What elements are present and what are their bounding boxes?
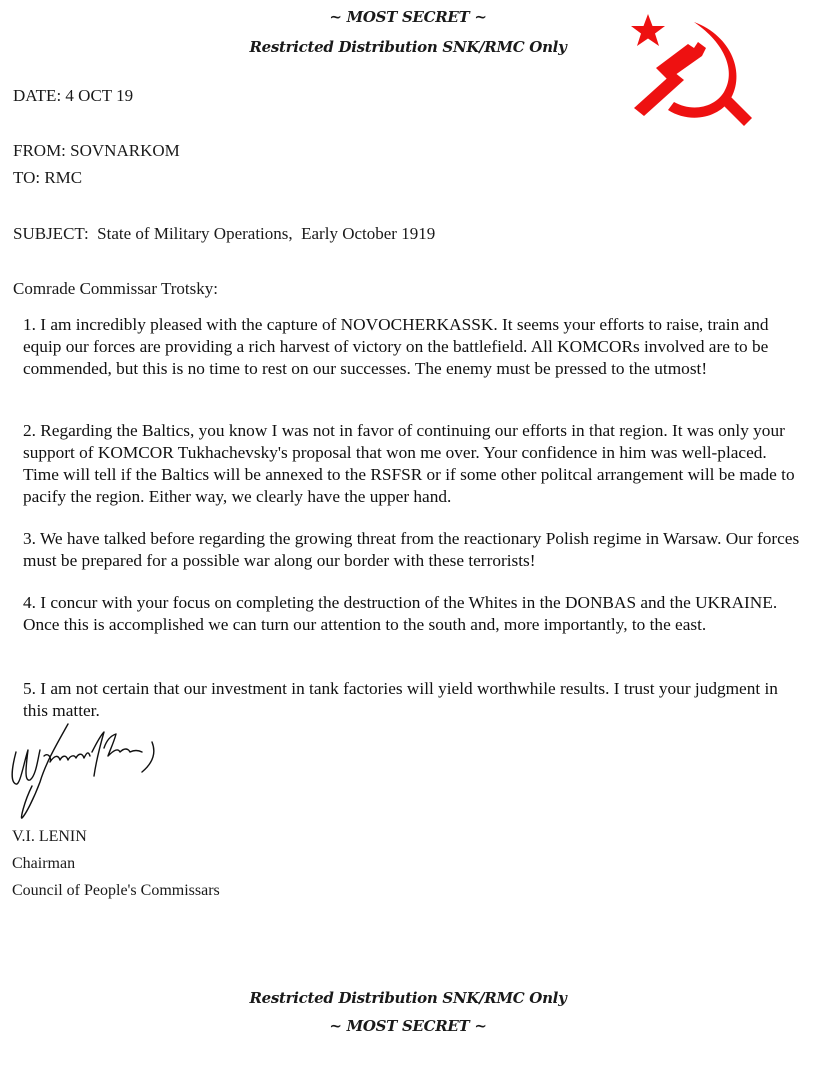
memo-date: [13, 86, 133, 106]
date-label: DATE:: [13, 86, 62, 105]
signer-title: Chairman: [12, 855, 76, 872]
signer-name: V.I. LENIN: [12, 828, 87, 845]
salutation: Comrade Commissar Trotsky:: [13, 279, 218, 298]
paragraph-1: 1. I am incredibly pleased with the capture of NOVOCHERKASSK. It seems your efforts to raise, train and equip our forces are providing a rich harvest of victory on the battlefield. All KOMCORs involved are to be commended, but this is no time to rest on our successes. The enemy must be pressed to the utmost!: [23, 315, 769, 378]
from-value: SOVNARKOM: [70, 141, 180, 160]
to-label: TO:: [13, 168, 41, 187]
signature-icon: [6, 722, 166, 822]
hammer-head: [656, 42, 706, 80]
to-value: RMC: [44, 168, 83, 187]
from-label: FROM:: [13, 141, 66, 160]
paragraph-2: 2. Regarding the Baltics, you know I was not in favor of continuing our efforts in that region. It was only your support of KOMCOR Tukhachevsky's proposal that won me over. Your confidence in him was well-placed. Time will tell if the Baltics will be annexed to the RSFSR or if some other politcal arrangement will be made to pacify the region. Either way, we clearly have the upper hand.: [23, 421, 795, 506]
sickle-handle: [720, 94, 752, 126]
date-value: 4 OCT 19: [65, 86, 134, 105]
subject-label: SUBJECT:: [13, 224, 89, 243]
paragraph-4: 4. I concur with your focus on completing the destruction of the Whites in the DONBAS and the UKRAINE. Once this is accomplished we can turn our attention to the south and, more importantly, to the east.: [23, 593, 778, 634]
memo-to: [13, 168, 82, 188]
footer-classification: ~ MOST SECRET ~: [329, 1017, 487, 1035]
footer-distribution: Restricted Distribution SNK/RMC Only: [249, 989, 567, 1007]
hammer-and-sickle-icon: [628, 10, 758, 138]
memo-subject: [13, 224, 435, 244]
subject-value: State of Military Operations, Early October 1919: [97, 224, 436, 243]
paragraph-5: 5. I am not certain that our investment in tank factories will yield worthwhile results. I trust your judgment in this matter.: [23, 679, 778, 720]
signer-organization: Council of People's Commissars: [12, 882, 220, 899]
header-distribution: Restricted Distribution SNK/RMC Only: [249, 38, 567, 56]
star-icon: [631, 14, 665, 46]
header-classification: ~ MOST SECRET ~: [329, 8, 487, 26]
memo-from: [13, 141, 180, 161]
paragraph-3: 3. We have talked before regarding the growing threat from the reactionary Polish regime in Warsaw. Our forces must be prepared for a possible war along our border with these terrorists!: [23, 529, 800, 570]
